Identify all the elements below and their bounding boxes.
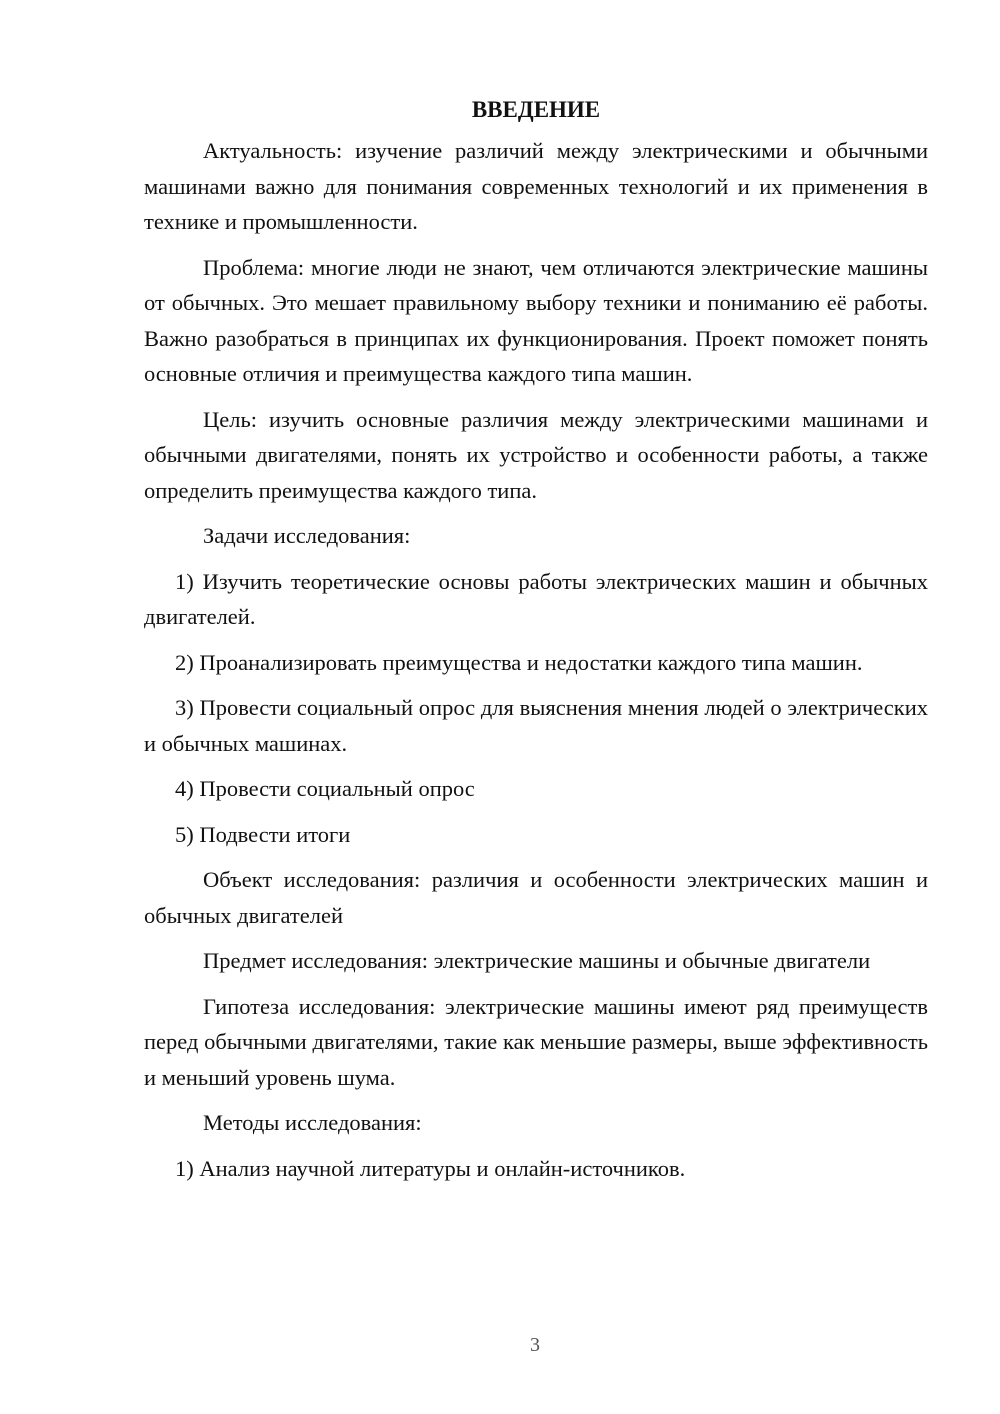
method-item-1: 1) Анализ научной литературы и онлайн-источников. (175, 1155, 686, 1181)
task-item-3: 3) Провести социальный опрос для выяснения мнения людей о электрических и обычных машинах. (144, 695, 928, 756)
section-heading: ВВЕДЕНИЕ (471, 97, 601, 122)
task-item-1: 1) Изучить теоретические основы работы электрических машин и обычных двигателей. (144, 568, 928, 629)
goal-paragraph: Цель: изучить основные различия между электрическими машинами и обычными двигателями, понять их устройство и особенности работы, а также определить преимущества каждого типа. (144, 406, 928, 503)
task-item-5: 5) Подвести итоги (175, 821, 351, 847)
hypothesis-paragraph: Гипотеза исследования: электрические машины имеют ряд преимуществ перед обычными двигателями, такие как меньшие размеры, выше эффективность и меньший уровень шума. (144, 993, 928, 1090)
methods-title: Методы исследования: (203, 1110, 422, 1135)
task-item-2: 2) Проанализировать преимущества и недостатки каждого типа машин. (175, 649, 863, 675)
page-number: 3 (530, 1334, 540, 1356)
task-item-4: 4) Провести социальный опрос (175, 776, 475, 801)
document-page (144, 92, 928, 1186)
relevance-paragraph: Актуальность: изучение различий между электрическими и обычными машинами важно для понимания современных технологий и их применения в технике и промышленности. (144, 138, 928, 234)
object-paragraph: Объект исследования: различия и особенности электрических машин и обычных двигателей (144, 867, 928, 928)
tasks-title: Задачи исследования: (203, 523, 411, 548)
problem-paragraph: Проблема: многие люди не знают, чем отличаются электрические машины от обычных. Это мешает правильному выбору техники и пониманию её работы. Важно разобраться в принципах их функционирования. Проект поможет понять основные отличия и преимущества каждого типа машин. (144, 254, 928, 386)
subject-paragraph: Предмет исследования: электрические машины и обычные двигатели (203, 948, 871, 973)
